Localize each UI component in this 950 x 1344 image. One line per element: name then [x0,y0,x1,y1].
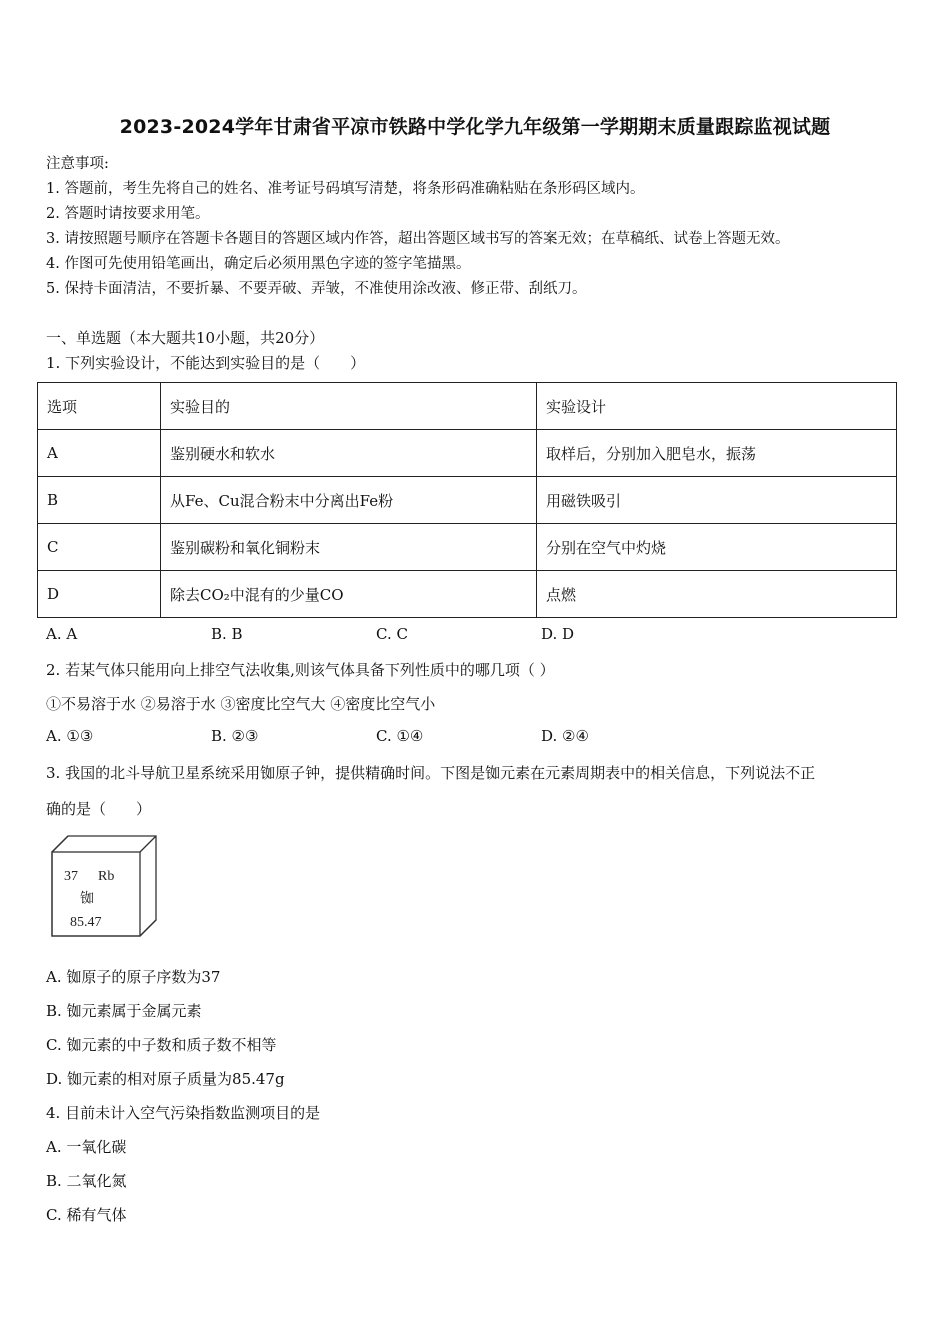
table-header-cell: 选项 [38,383,161,430]
table-cell: 鉴别碳粉和氧化铜粉末 [161,524,537,571]
q1-option-d: D. D [541,625,575,643]
notice-item: 4. 作图可先使用铅笔画出，确定后必须用黑色字迹的签字笔描黑。 [46,256,471,272]
table-cell: 用磁铁吸引 [537,477,897,524]
q3-option-c: C. 铷元素的中子数和质子数不相等 [46,1036,277,1054]
question-1-stem: 1. 下列实验设计，不能达到实验目的是（ ） [46,354,366,372]
table-row [38,430,897,477]
table-cell: 鉴别硬水和软水 [161,430,537,477]
question-2-stem: 2. 若某气体只能用向上排空气法收集,则该气体具备下列性质中的哪几项（ ） [46,661,555,679]
table-row [38,571,897,618]
q1-option-b: B. B [211,625,243,643]
q4-option-c: C. 稀有气体 [46,1206,127,1224]
question-4-stem: 4. 目前未计入空气污染指数监测项目的是 [46,1104,321,1122]
question-3-stem-continued: 确的是（ ） [46,800,152,818]
notice-heading: 注意事项: [46,156,109,172]
question-3-stem: 3. 我国的北斗导航卫星系统采用铷原子钟，提供精确时间。下图是铷元素在元素周期表中的相关信息，下列说法不正 [46,764,816,782]
q3-option-b: B. 铷元素属于金属元素 [46,1002,202,1020]
table-cell: 分别在空气中灼烧 [537,524,897,571]
table-cell: B [38,477,161,524]
element-atomic-number: 37 [64,869,78,884]
q2-option-d: D. ②④ [541,727,589,745]
table-cell: 除去CO₂中混有的少量CO [161,571,537,618]
q3-option-d: D. 铷元素的相对原子质量为85.47g [46,1070,285,1088]
q1-option-a: A. A [46,625,78,643]
q2-option-c: C. ①④ [376,727,424,745]
table-row [38,524,897,571]
element-symbol: Rb [98,869,115,884]
q1-option-c: C. C [376,625,408,643]
table-cell: 点燃 [537,571,897,618]
table-header-row [38,383,897,430]
q4-option-b: B. 二氧化氮 [46,1172,127,1190]
table-cell: C [38,524,161,571]
table-header-cell: 实验目的 [161,383,537,430]
table-cell: A [38,430,161,477]
element-name: 铷 [80,892,94,907]
element-tile-diagram [48,832,160,940]
notice-item: 1. 答题前，考生先将自己的姓名、准考证号码填写清楚，将条形码准确粘贴在条形码区域内。 [46,181,645,197]
q2-option-b: B. ②③ [211,727,259,745]
q2-option-a: A. ①③ [46,727,94,745]
page-title: 2023-2024学年甘肃省平凉市铁路中学化学九年级第一学期期末质量跟踪监视试题 [119,116,831,138]
experiment-table [37,382,897,618]
section-heading: 一、单选题（本大题共10小题，共20分） [46,329,325,347]
question-2-properties: ①不易溶于水 ②易溶于水 ③密度比空气大 ④密度比空气小 [46,695,436,713]
q3-option-a: A. 铷原子的原子序数为37 [46,968,221,986]
notice-item: 3. 请按照题号顺序在答题卡各题目的答题区域内作答，超出答题区域书写的答案无效；在草稿纸、试卷上答题无效。 [46,231,790,247]
q4-option-a: A. 一氧化碳 [46,1138,127,1156]
notice-item: 5. 保持卡面清洁，不要折暴、不要弄破、弄皱，不准使用涂改液、修正带、刮纸刀。 [46,281,587,297]
table-row [38,477,897,524]
notice-item: 2. 答题时请按要求用笔。 [46,206,210,222]
table-cell: D [38,571,161,618]
table-header-cell: 实验设计 [537,383,897,430]
table-cell: 取样后，分别加入肥皂水，振荡 [537,430,897,477]
element-atomic-mass: 85.47 [70,915,102,930]
table-cell: 从Fe、Cu混合粉末中分离出Fe粉 [161,477,537,524]
